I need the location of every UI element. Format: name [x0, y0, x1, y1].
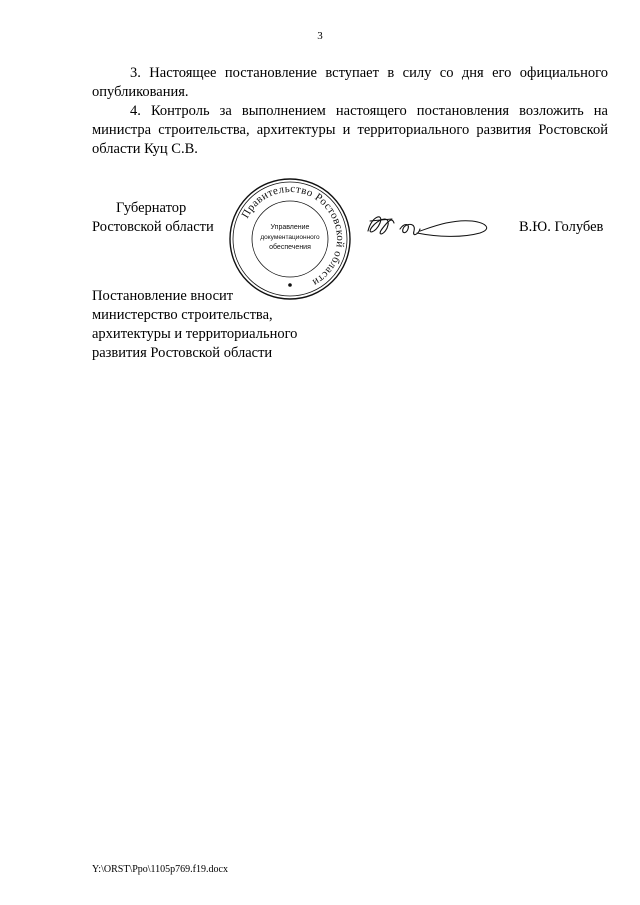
signatory-title-line1: Губернатор — [116, 200, 187, 216]
page-number: 3 — [317, 30, 323, 42]
seal-inner-line2: документационного — [260, 234, 320, 241]
signatory-name: В.Ю. Голубев — [519, 219, 604, 235]
submitter-line3: архитектуры и территориального — [92, 326, 298, 342]
seal-inner-line3: обеспечения — [269, 244, 311, 251]
signatory-title-line2: Ростовской области — [92, 219, 214, 235]
file-path-footer: Y:\ORST\Ppo\1105p769.f19.docx — [92, 864, 228, 875]
submitted-by-block — [92, 287, 392, 363]
seal-outer-text: Правительство Ростовской области — [239, 182, 347, 289]
submitter-line1: Постановление вносит — [92, 288, 234, 304]
signatory-title — [92, 199, 214, 237]
paragraph-3: 3. Настоящее постановление вступает в силу со дня его официального опубликования. — [92, 65, 608, 100]
handwritten-signature — [362, 205, 497, 247]
paragraph-4: 4. Контроль за выполнением настоящего постановления возложить на министра строительства, архитектуры и территориального развития Ростовской области Куц С.В. — [92, 103, 608, 157]
seal-inner-line1: Управление — [270, 224, 310, 231]
submitter-line2: министерство строительства, — [92, 307, 273, 323]
submitter-line4: развития Ростовской области — [92, 345, 273, 361]
official-seal — [228, 177, 352, 301]
